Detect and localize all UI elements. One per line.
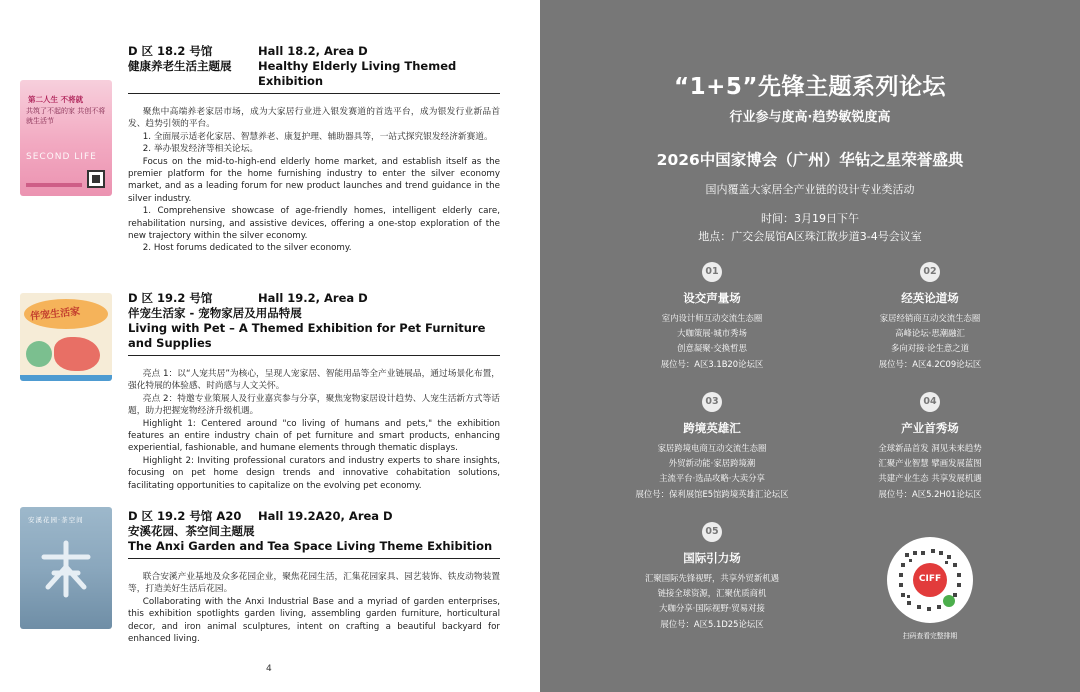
forum-05	[602, 522, 822, 632]
section-title	[128, 59, 500, 89]
forum-number-badge: 02	[920, 262, 940, 282]
forum-booth: 展位号：A区5.2H01论坛区	[878, 488, 982, 499]
forum-number-badge: 05	[702, 522, 722, 542]
paragraph: 聚焦中高端养老家居市场，成为大家居行业进入银发赛道的首选平台，成为银发行业新品首发、趋势引领的平台。	[128, 107, 500, 130]
forum-line: 大咖分享·国际视野·贸易对接	[659, 603, 765, 614]
poster-title: 安溪花园·茶空间	[28, 516, 84, 524]
forum-number-badge: 04	[920, 392, 940, 412]
forum-series-title: “1+5”先锋主题系列论坛	[673, 74, 946, 100]
area-en: Hall 19.2A20, Area D	[258, 509, 393, 523]
forum-details	[602, 311, 822, 372]
pet-exhibition-poster	[20, 293, 112, 381]
section-divider	[128, 93, 500, 94]
title-en: Healthy Elderly Living Themed Exhibition	[258, 59, 457, 88]
event-subtitle: 国内覆盖大家居全产业链的设计专业类活动	[705, 183, 915, 196]
poster-footer-bar	[20, 375, 112, 381]
forum-booth: 展位号：保利展馆E5馆跨境英雄汇论坛区	[635, 488, 789, 499]
forum-03	[602, 392, 822, 502]
forum-details	[820, 311, 1040, 372]
paragraph: 联合安溪产业基地及众多花园企业，聚焦花园生活，汇集花园家具、园艺装饰、铁皮动物装置等，打造美好生活后花园。	[128, 572, 500, 595]
forum-booth: 展位号：A区5.1D25论坛区	[660, 618, 764, 629]
anxi-emblem-icon	[34, 537, 98, 601]
paragraph: 2. 举办银发经济等相关论坛。	[142, 144, 259, 155]
forum-line: 共建产业生态 共享发展机遇	[878, 473, 982, 484]
forum-booth: 展位号：A区4.2C09论坛区	[878, 358, 982, 369]
poster-line2: 共筑了不起的家 共创不将就生活节	[26, 107, 106, 125]
paragraph: Highlight 1: Centered around "co living of humans and pets," the exhibition features an entire industry chain of pet furniture and smart products, enhancing experiential, fashionable, and humane elements through thematic displays.	[128, 418, 500, 454]
paragraph: 2. Host forums dedicated to the silver economy.	[142, 243, 352, 254]
forum-title: 国际引力场	[683, 551, 741, 565]
right-page	[540, 0, 1080, 692]
poster-title: 伴宠生活家	[29, 306, 81, 323]
title-en: The Anxi Garden and Tea Space Living Theme Exhibition	[128, 539, 493, 553]
forum-line: 多向对接·论生意之道	[890, 343, 970, 354]
forum-details	[820, 441, 1040, 502]
schedule-qr-code[interactable]	[887, 537, 973, 623]
paragraph: 亮点 2：特邀专业策展人及行业嘉宾参与分享，聚焦宠物家居设计趋势、人宠生活新方式等话题，助力把握宠物经济升级机遇。	[128, 393, 500, 417]
subtitle-cn: 安溪花园、茶空间主题展	[128, 524, 255, 538]
forum-number-badge: 01	[702, 262, 722, 282]
poster-line3: SECOND LIFE	[26, 152, 97, 162]
forum-02	[820, 262, 1040, 372]
forum-04	[820, 392, 1040, 502]
area-en: Hall 18.2, Area D	[258, 44, 368, 58]
area-cn: D 区 18.2 号馆	[128, 44, 213, 58]
forum-line: 创意凝聚·交换哲思	[677, 343, 747, 354]
healthy-elderly-poster	[20, 80, 112, 196]
section-heading	[128, 509, 500, 524]
event-time: 时间：3月19日下午	[761, 212, 859, 225]
poster-qr-icon	[87, 170, 105, 188]
forum-title: 设交声量场	[683, 291, 741, 305]
paragraph: 1. Comprehensive showcase of age-friendly homes, intelligent elderly care, rehabilitation nursing, and assistive devices, offering a one-stop exploration of the new trajectory within the silver economy.	[128, 206, 500, 242]
section-heading	[128, 291, 500, 306]
paragraph: Highlight 2: Inviting professional curators and industry experts to share insights, focusing on pet home design trends and innovative cohabitation solutions, facilitating opportunities to capitalize on the evolving pet economy.	[128, 455, 500, 491]
section-divider	[128, 558, 500, 559]
paragraph: 亮点 1：以“人宠共居”为核心，呈现人宠家居、智能用品等全产业链展品，通过场景化布置，强化特展的体验感、时尚感与人文关怀。	[128, 369, 500, 392]
section-content	[128, 509, 500, 645]
qr-caption: 扫码查看完整排期	[902, 632, 958, 640]
title-en: Living with Pet – A Themed Exhibition for Pet Furniture and Supplies	[128, 321, 486, 350]
forum-line: 链接全球资源，汇聚优质商机	[657, 588, 767, 599]
forum-series-subtitle: 行业参与度高·趋势敏锐度高	[729, 110, 891, 125]
section-divider	[128, 355, 500, 356]
forum-title: 跨境英雄汇	[683, 421, 741, 435]
anxi-exhibition-poster	[20, 507, 112, 629]
paragraph: Collaborating with the Anxi Industrial Base and a myriad of garden enterprises, this exhibition spotlights garden living, assembling garden furniture, horticultural decor, and iron animal sculptures, intent on crafting a beautiful backyard for enhanced living.	[128, 596, 500, 645]
forum-line: 全球新品首发 洞见未来趋势	[878, 443, 982, 453]
poster-shape	[54, 337, 100, 371]
poster-shape	[26, 341, 52, 367]
paragraph: Focus on the mid-to-high-end elderly home market, and establish itself as the premier platform for the home furnishing industry to enter the silver economy market, and as a leading forum for new product launches and trend guidance in the silver industry.	[128, 156, 500, 204]
poster-line1: 第二人生 不将就	[28, 95, 84, 104]
forum-details	[602, 571, 822, 632]
poster-footer-bar	[26, 183, 82, 187]
forum-line: 家居经销商互动交流生态圈	[879, 313, 981, 323]
forum-booth: 展位号：A区3.1B20论坛区	[660, 358, 764, 369]
page-number: 4	[266, 664, 272, 674]
forum-title: 产业首秀场	[901, 421, 959, 435]
area-cn: D 区 19.2 号馆	[128, 291, 213, 305]
forum-title: 经英论道场	[901, 291, 959, 305]
forum-line: 主流平台·选品攻略·大卖分享	[659, 473, 765, 484]
forum-line: 汇聚产业智慧 擘画发展蓝图	[878, 458, 982, 469]
forum-details	[602, 441, 822, 502]
forum-line: 高峰论坛·思潮融汇	[895, 328, 965, 339]
forum-number-badge: 03	[702, 392, 722, 412]
forum-line: 大咖策展·城市秀场	[677, 328, 747, 339]
title-cn: 健康养老生活主题展	[128, 59, 232, 73]
event-title: 2026中国家博会（广州）华钻之星荣誉盛典	[656, 151, 964, 169]
forum-line: 室内设计师互动交流生态圈	[661, 313, 763, 323]
subtitle-cn: 伴宠生活家 - 宠物家居及用品特展	[128, 306, 302, 320]
section-content	[128, 44, 500, 255]
area-cn: D 区 19.2 号馆 A20	[128, 509, 242, 523]
forum-01	[602, 262, 822, 372]
ciff-logo: CIFF	[918, 574, 942, 584]
section-content	[128, 291, 500, 492]
section-heading	[128, 44, 500, 59]
area-en: Hall 19.2, Area D	[258, 291, 368, 305]
paragraph: 1. 全面展示适老化家居、智慧养老、康复护理、辅助器具等，一站式探究银发经济新赛道。	[142, 131, 493, 142]
forum-line: 汇聚国际先锋视野，共享外贸新机遇	[645, 573, 779, 583]
forum-line: 家居跨境电商互动交流生态圈	[657, 443, 767, 453]
event-place: 地点：广交会展馆A区珠江散步道3-4号会议室	[698, 230, 922, 243]
forum-line: 外贸新动能·家居跨境潮	[668, 458, 756, 469]
